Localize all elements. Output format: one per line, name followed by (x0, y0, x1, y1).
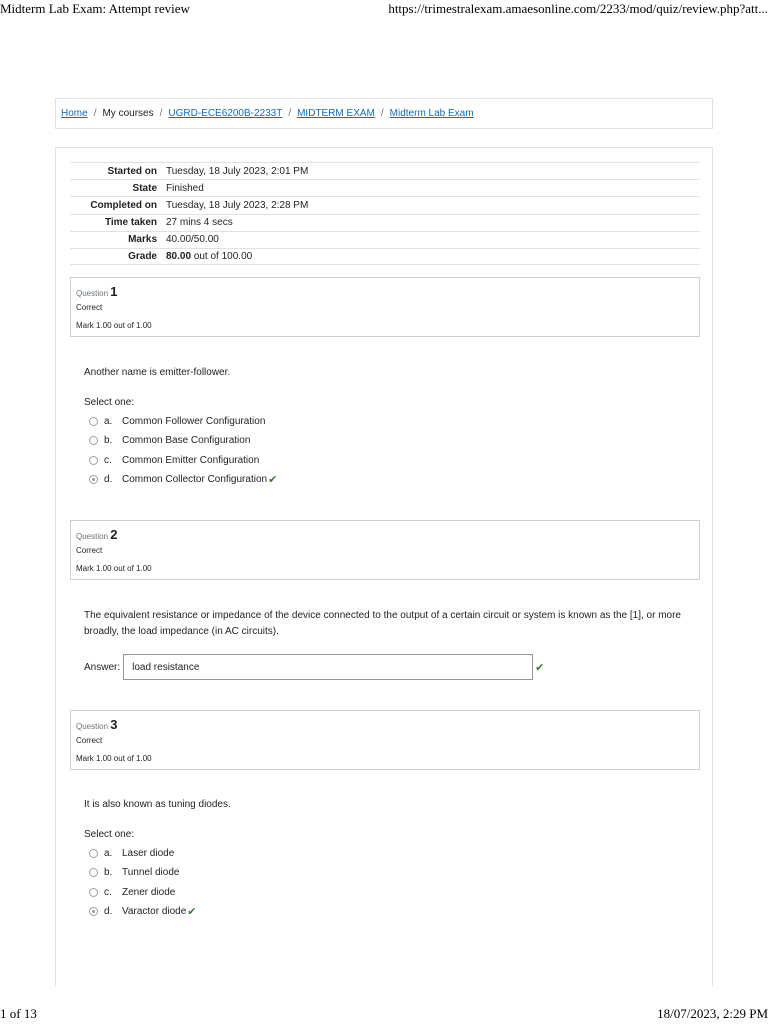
summary-row (70, 196, 700, 213)
breadcrumb-separator: / (93, 108, 97, 119)
radio-button[interactable] (89, 456, 98, 465)
option-letter: d. (104, 473, 113, 485)
option-label: Laser diode (122, 847, 175, 859)
question-number-value: 3 (110, 717, 118, 732)
question-word: Question (76, 722, 109, 731)
summary-value: Tuesday, 18 July 2023, 2:28 PM (166, 199, 309, 211)
summary-row (70, 214, 700, 231)
answer-option-selected[interactable] (89, 472, 277, 486)
select-one-prompt: Select one: (84, 397, 135, 408)
print-page-number: 1 of 13 (0, 1006, 37, 1021)
question-word: Question (76, 532, 109, 541)
radio-button-checked[interactable] (89, 907, 98, 916)
breadcrumb (55, 98, 713, 129)
summary-label: Time taken (104, 217, 157, 229)
question-state: Correct (76, 736, 103, 745)
summary-label: Grade (128, 251, 157, 263)
option-letter: a. (104, 415, 113, 427)
option-label: Tunnel diode (122, 866, 180, 878)
summary-value: 27 mins 4 secs (166, 217, 233, 229)
option-letter: b. (104, 866, 113, 878)
option-letter: a. (104, 847, 113, 859)
attempt-summary-table (70, 162, 700, 265)
summary-value: 40.00/50.00 (166, 234, 219, 246)
grade-value: 80.00 (166, 251, 192, 263)
breadcrumb-separator: / (288, 108, 292, 119)
breadcrumb-course-link[interactable]: UGRD-ECE6200B-2233T (168, 108, 283, 119)
select-one-prompt: Select one: (84, 829, 135, 840)
breadcrumb-home-link[interactable]: Home (61, 108, 88, 119)
summary-value: Tuesday, 18 July 2023, 2:01 PM (166, 165, 309, 177)
summary-row-grade (70, 248, 700, 265)
print-page-url: https://trimestralexam.amaesonline.com/2233/mod/quiz/review.php?att... (388, 1, 768, 16)
question-info-2 (70, 520, 700, 580)
print-footer (0, 1006, 768, 1024)
breadcrumb-separator: / (159, 108, 163, 119)
radio-button[interactable] (89, 868, 98, 877)
radio-button[interactable] (89, 417, 98, 426)
question-state: Correct (76, 546, 103, 555)
option-letter: c. (104, 454, 112, 466)
summary-label: State (132, 182, 157, 194)
option-label: Zener diode (122, 886, 176, 898)
answer-option[interactable] (89, 846, 174, 860)
question-state: Correct (76, 303, 103, 312)
option-letter: b. (104, 434, 113, 446)
print-header (0, 0, 768, 18)
attempt-review-content (55, 147, 713, 987)
answer-row (84, 654, 544, 680)
radio-button[interactable] (89, 849, 98, 858)
breadcrumb-section-link[interactable]: MIDTERM EXAM (297, 108, 375, 119)
question-number-value: 1 (110, 284, 118, 299)
answer-option-selected[interactable] (89, 904, 197, 918)
breadcrumb-quiz-link[interactable]: Midterm Lab Exam (389, 108, 474, 119)
summary-row (70, 179, 700, 196)
question-number (76, 527, 694, 542)
breadcrumb-separator: / (380, 108, 384, 119)
option-label: Common Emitter Configuration (122, 454, 260, 466)
question-word: Question (76, 289, 109, 298)
check-icon: ✔ (268, 473, 278, 486)
question-mark: Mark 1.00 out of 1.00 (76, 564, 152, 573)
option-label: Varactor diode (122, 905, 187, 917)
question-text: It is also known as tuning diodes. (84, 799, 231, 810)
radio-button[interactable] (89, 888, 98, 897)
question-number (76, 717, 694, 732)
print-page-title: Midterm Lab Exam: Attempt review (0, 1, 190, 16)
question-mark: Mark 1.00 out of 1.00 (76, 754, 152, 763)
radio-button[interactable] (89, 436, 98, 445)
answer-option[interactable] (89, 453, 259, 467)
print-datetime: 18/07/2023, 2:29 PM (657, 1006, 768, 1021)
summary-label: Started on (107, 165, 157, 177)
check-icon: ✔ (535, 661, 545, 674)
question-info-3 (70, 710, 700, 770)
option-label: Common Base Configuration (122, 434, 251, 446)
answer-option[interactable] (89, 433, 250, 447)
summary-row (70, 231, 700, 248)
answer-option[interactable] (89, 414, 265, 428)
answer-label: Answer: (84, 661, 121, 673)
summary-label: Marks (128, 234, 157, 246)
question-mark: Mark 1.00 out of 1.00 (76, 321, 152, 330)
check-icon: ✔ (187, 905, 197, 918)
breadcrumb-my-courses: My courses (102, 108, 154, 119)
summary-value: Finished (166, 182, 204, 194)
question-text: The equivalent resistance or impedance of the device connected to the output of a certain circuit or system is known as the [1], or more broadly, the load impedance (in AC circuits). (84, 610, 681, 637)
question-number-value: 2 (110, 527, 118, 542)
grade-suffix: out of 100.00 (193, 251, 253, 263)
option-label: Common Collector Configuration (122, 473, 268, 485)
summary-row (70, 162, 700, 179)
radio-button-checked[interactable] (89, 475, 98, 484)
summary-grade (166, 251, 700, 262)
question-text: Another name is emitter-follower. (84, 367, 231, 378)
answer-input[interactable]: load resistance (123, 654, 533, 680)
question-info-1 (70, 277, 700, 337)
question-number (76, 284, 694, 299)
option-label: Common Follower Configuration (122, 415, 266, 427)
summary-label: Completed on (90, 199, 157, 211)
answer-option[interactable] (89, 865, 179, 879)
option-letter: d. (104, 905, 113, 917)
answer-option[interactable] (89, 885, 175, 899)
option-letter: c. (104, 886, 112, 898)
